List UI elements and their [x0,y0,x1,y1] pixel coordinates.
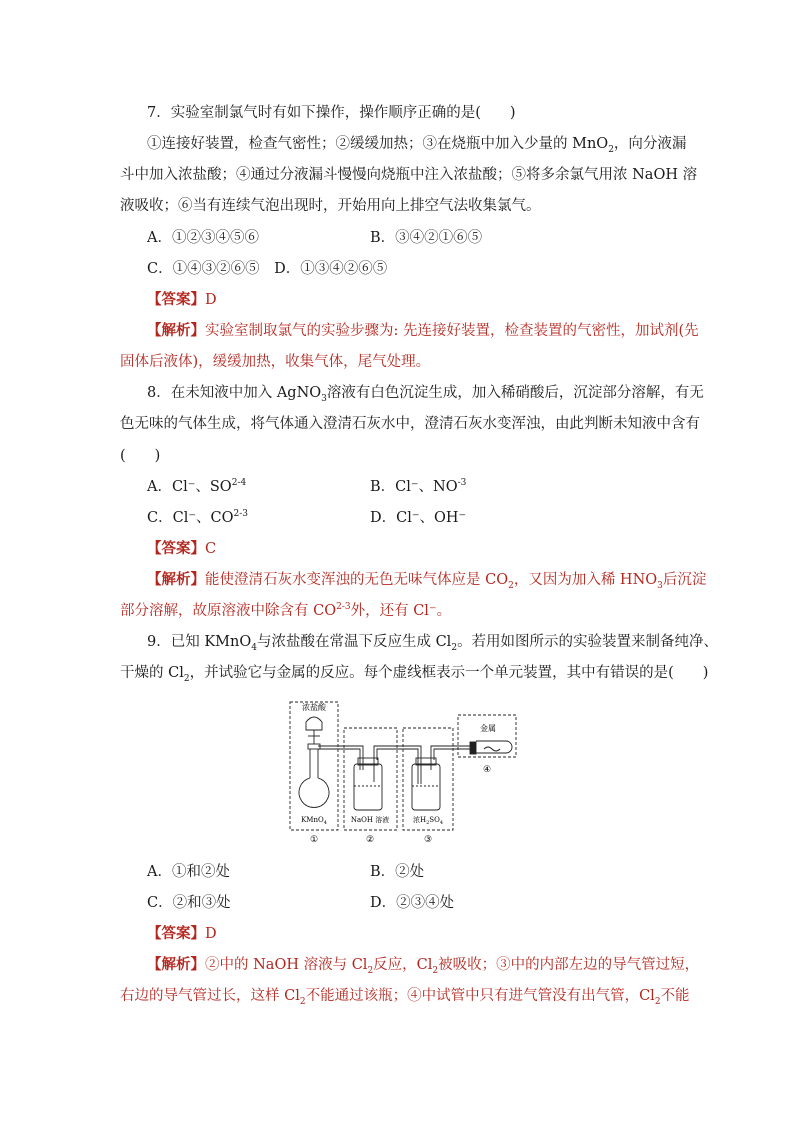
q7-analysis-line1: 【解析】实验室制取氯气的实验步骤为: 先连接好装置，检查装置的气密性，加试剂(先 [147,323,699,339]
metal-sample-icon [484,747,500,751]
q9-analysis-line2: 右边的导气管过长，这样 $Cl_2$不能通过该瓶；④中试管中只有进气管没有出气管，$Cl_2$不能 [120,988,690,1007]
q9-option-b: B．②处 [370,864,425,880]
q8-option-d: D．Cl⁻、OH⁻ [370,510,467,526]
q8-option-b: B．Cl⁻、$NO^{-3}$ [370,478,467,495]
q7-option-a: A．①②③④⑤⑥ [147,230,259,246]
unit-number-3: ③ [423,835,433,845]
q8-analysis-line1: 【解析】能使澄清石灰水变浑浊的无色无味气体应是 $CO_2$，又因为加入稀 $HNO_3$后沉淀 [147,572,707,591]
q8-answer: 【答案】C [147,541,217,557]
label-naoh: NaOH 溶液 [350,816,390,824]
q9-stem-line2: 干燥的 $Cl_2$，并试验它与金属的反应。每个虚线框表示一个单元装置，其中有错误的是( ) [120,665,709,684]
q7-answer: 【答案】D [147,292,217,308]
q7-ops-line1: ①连接好装置，检查气密性；②缓缓加热；③在烧瓶中加入少量的 MnO$_2$，向分液漏 [147,136,687,155]
unit-3-frame [403,728,453,830]
q8-stem-line1: 8．在未知液中加入 AgNO$_3$溶液有白色沉淀生成，加入稀硝酸后，沉淀部分溶解，有无 [147,385,704,404]
q9-option-d: D．②③④处 [370,895,455,911]
unit-number-1: ① [309,835,319,845]
q8-option-a: A．Cl⁻、SO$^{2-4}$ [147,478,247,495]
q8-stem-line3: ( ) [120,448,161,464]
wash-bottle-h2so4-icon [412,764,440,810]
q9-option-a: A．①和②处 [147,864,230,880]
round-flask-icon [299,778,329,807]
q7-ops-line3: 液吸收；⑥当有连续气泡出现时，开始用向上排空气法收集氯气。 [120,198,541,214]
q9-answer: 【答案】D [147,926,217,942]
q9-option-c: C．②和③处 [147,895,231,911]
unit-4-frame [458,715,516,757]
q8-stem-line2: 色无味的气体生成，将气体通入澄清石灰水中，澄清石灰水变浑浊，由此判断未知液中含有 [120,416,700,432]
label-kmno4: KMnO$_4$ [301,816,327,826]
q9-analysis-line1: 【解析】②中的 NaOH 溶液与 $Cl_2$反应，$Cl_2$被吸收；③中的内部左边的导气管过短， [147,957,700,976]
q9-stem-line1: 9．已知 KMnO$_4$与浓盐酸在常温下反应生成 $Cl_2$。若用如图所示的实验装置来制备纯净、 [147,634,719,653]
label-h2so4: 浓$H_2SO_4$ [412,816,444,826]
q7-option-cd: C．①④③②⑥⑤ D．①③④②⑥⑤ [147,261,388,277]
unit-number-2: ② [365,835,375,845]
apparatus-figure [288,700,518,850]
unit-number-4: ④ [482,765,492,775]
label-metal: 金属 [480,724,496,733]
wash-bottle-naoh-icon [354,764,382,810]
q7-stem: 7．实验室制氯气时有如下操作，操作顺序正确的是( ) [147,105,516,121]
separatory-funnel-icon [306,717,322,730]
q7-option-b: B．③④②①⑥⑤ [370,230,483,246]
label-conc-hcl: 浓盐酸 [302,703,326,712]
unit-1-frame [290,702,338,830]
unit-2-frame [344,728,397,830]
q8-option-c: C．Cl⁻、CO$^{2-3}$ [147,509,248,526]
q7-ops-line2: 斗中加入浓盐酸；④通过分液漏斗慢慢向烧瓶中注入浓盐酸；⑤将多余氯气用浓 NaOH 溶 [120,167,698,183]
q7-analysis-line2: 固体后液体)，缓缓加热，收集气体，尾气处理。 [120,354,431,370]
test-tube-icon [476,741,512,753]
q8-analysis-line2: 部分溶解，故原溶液中除含有 CO$^{2-3}$外，还有 Cl⁻。 [120,602,452,619]
